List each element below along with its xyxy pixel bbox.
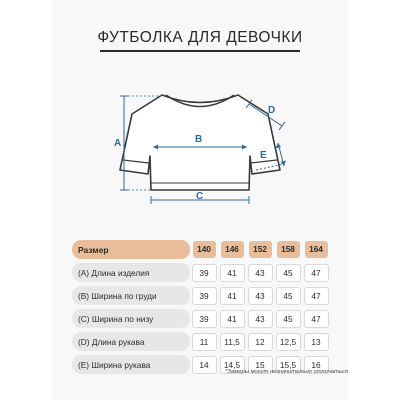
size-header: 164 [305,241,328,258]
table-cell: 47 [304,264,329,282]
table-row [72,263,330,282]
table-cell: 16 [304,356,329,374]
table-cell: 11,5 [220,333,245,351]
table-header-row [72,240,330,259]
table-cell: 43 [248,287,273,305]
size-chart-card [52,0,348,400]
table-cell: 41 [220,287,245,305]
table-row [72,309,330,328]
row-label: (D) Длина рукава [72,332,190,351]
size-header: 158 [277,241,300,258]
table-cell: 11 [192,333,217,351]
size-table [72,236,330,378]
table-cell: 39 [192,310,217,328]
dim-label-e: E [260,150,267,161]
row-label: (C) Ширина по низу [72,309,190,328]
header-label: Размер [72,240,190,259]
table-cell: 13 [304,333,329,351]
table-cell: 45 [276,287,301,305]
table-cell: 15,5 [276,356,301,374]
size-header: 146 [221,241,244,258]
table-cell: 41 [220,264,245,282]
table-cell: 47 [304,287,329,305]
table-cell: 43 [248,310,273,328]
footnote: *Замеры могут незначительно отличаться [225,369,348,375]
table-cell: 39 [192,264,217,282]
page-title: ФУТБОЛКА ДЛЯ ДЕВОЧКИ [97,29,303,46]
table-cell: 47 [304,310,329,328]
table-row [72,332,330,351]
row-label: (A) Длина изделия [72,263,190,282]
table-cell: 45 [276,264,301,282]
table-cell: 14 [192,356,217,374]
dim-label-b: B [195,134,203,145]
size-header: 140 [193,241,216,258]
table-row [72,286,330,305]
table-cell: 12 [248,333,273,351]
table-cell: 15 [248,356,273,374]
table-cell: 45 [276,310,301,328]
dim-label-d: D [268,105,276,116]
dim-label-c: C [196,191,204,202]
row-label: (E) Ширина рукава [72,355,190,374]
row-label: (B) Ширина по груди [72,286,190,305]
size-header: 152 [249,241,272,258]
dim-label-a: A [114,138,122,149]
table-cell: 41 [220,310,245,328]
table-cell: 14,5 [220,356,245,374]
table-cell: 39 [192,287,217,305]
table-cell: 43 [248,264,273,282]
table-cell: 12,5 [276,333,301,351]
